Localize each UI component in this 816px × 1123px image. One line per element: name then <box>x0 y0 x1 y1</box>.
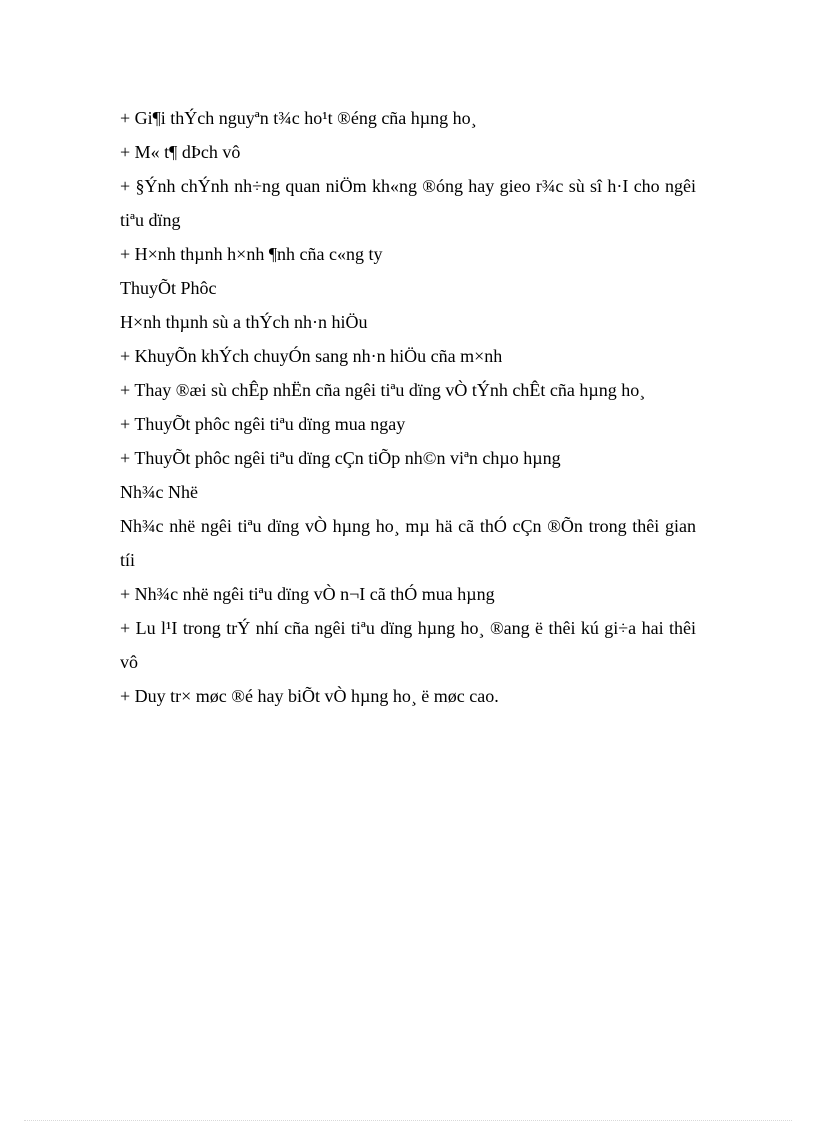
paragraph-company-image: + H×nh thµnh h×nh ¶nh cña c«ng ty <box>120 244 383 264</box>
paragraph-describe-service: + M« t¶ dÞch vô <box>120 142 241 162</box>
document-body <box>120 101 696 713</box>
heading-remind: Nh¾c Nhë <box>120 482 198 502</box>
paragraph-change-acceptance: + Thay ®æi sù chÊp nhËn cña ngêi tiªu dïng vÒ tÝnh chÊt cña hµng ho¸ <box>120 380 646 400</box>
paragraph-persuade-buy-now: + ThuyÕt phôc ngêi tiªu dïng mua ngay <box>120 414 406 434</box>
page-bottom-divider <box>24 1120 792 1121</box>
heading-persuade: ThuyÕt Phôc <box>120 278 217 298</box>
paragraph-encourage-switch: + KhuyÕn khÝch chuyÓn sang nh·n hiÖu cña m×nh <box>120 346 503 366</box>
paragraph-correct-misconceptions: + §Ýnh chÝnh nh÷ng quan niÖm kh«ng ®óng hay gieo r¾c sù sî h·I cho ngêi tiªu dïng <box>120 176 696 230</box>
paragraph-explain-operation: + Gi¶i thÝch nguyªn t¾c ho¹t ®éng cña hµng ho¸ <box>120 108 477 128</box>
paragraph-brand-preference: H×nh thµnh sù a thÝch nh·n hiÖu <box>120 312 368 332</box>
paragraph-persuade-meet-salesperson: + ThuyÕt phôc ngêi tiªu dïng cÇn tiÕp nh©n viªn chµo hµng <box>120 448 561 468</box>
paragraph-remind-future-need: Nh¾c nhë ngêi tiªu dïng vÒ hµng ho¸ mµ hä cã thÓ cÇn ®Õn trong thêi gian tíi <box>120 516 696 570</box>
paragraph-keep-in-memory: + Lu l¹I trong trÝ nhí cña ngêi tiªu dïng hµng ho¸ ®ang ë thêi kú gi÷a hai thêi vô <box>120 618 696 672</box>
paragraph-maintain-awareness: + Duy tr× møc ®é hay biÕt vÒ hµng ho¸ ë møc cao. <box>120 686 499 706</box>
paragraph-remind-where-to-buy: + Nh¾c nhë ngêi tiªu dïng vÒ n¬I cã thÓ mua hµng <box>120 584 495 604</box>
